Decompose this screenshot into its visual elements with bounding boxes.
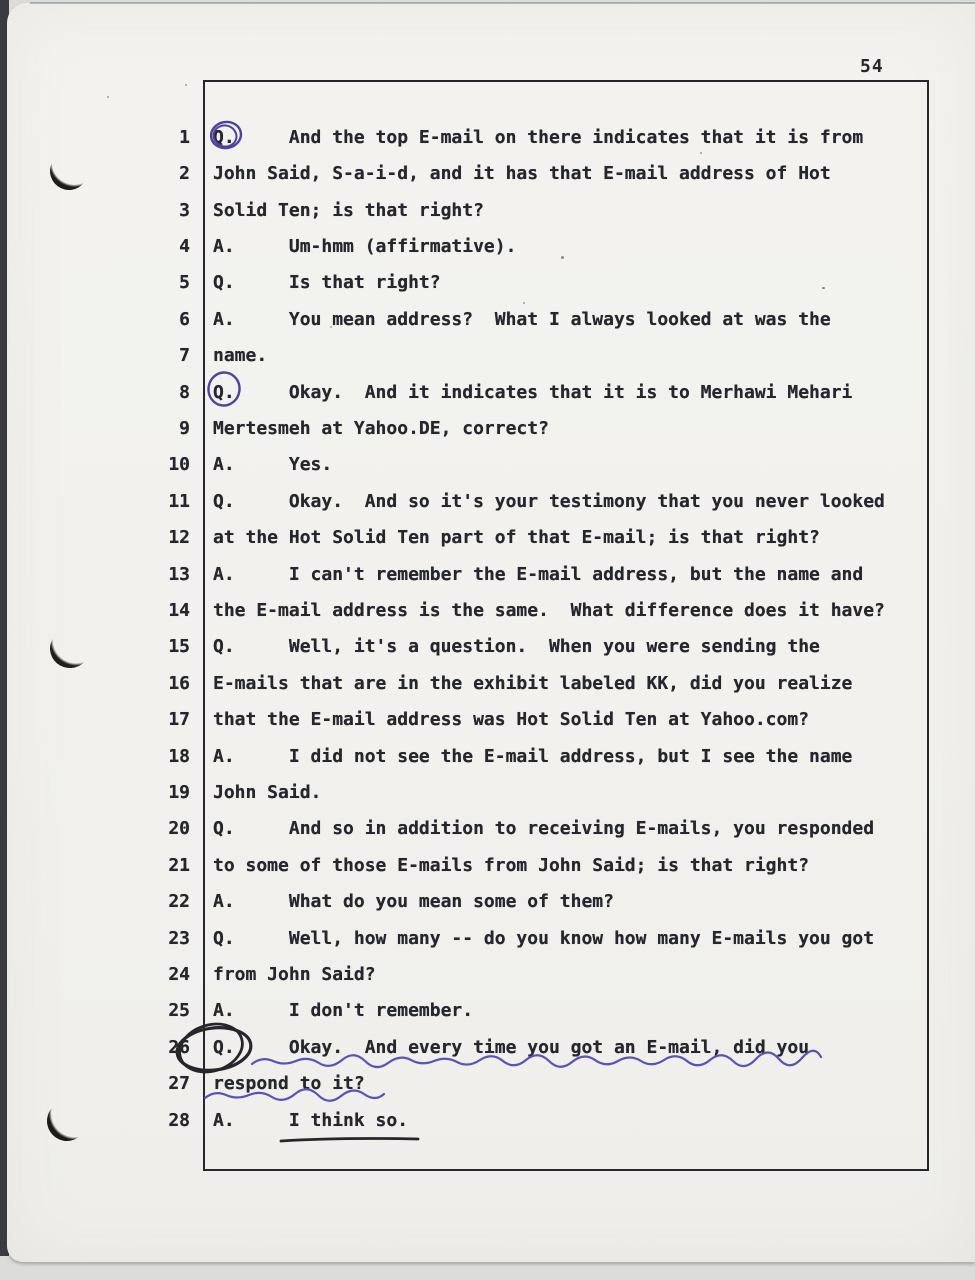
line-text: from John Said? <box>213 964 376 986</box>
line-text: Q. Is that right? <box>213 272 441 294</box>
transcript-line <box>0 556 975 592</box>
transcript-line <box>0 592 975 628</box>
line-text: A. I think so. <box>213 1109 409 1131</box>
line-number: 18 <box>168 745 190 767</box>
dust-speck <box>185 84 187 86</box>
line-text: Q. Well, it's a question. When you were sending the <box>213 636 820 658</box>
transcript-line <box>0 993 975 1029</box>
transcript-line <box>0 920 975 956</box>
transcript-line <box>0 337 975 373</box>
line-text: A. You mean address? What I always looked at was the <box>213 308 831 330</box>
transcript-line <box>0 665 975 701</box>
transcript-line <box>0 1066 975 1102</box>
line-text: that the E-mail address was Hot Solid Ten at Yahoo.com? <box>213 709 810 731</box>
line-number: 4 <box>179 235 190 257</box>
line-text: A. I don't remember. <box>213 1000 474 1022</box>
line-number: 25 <box>168 1000 190 1022</box>
line-text: Mertesmeh at Yahoo.DE, correct? <box>213 417 549 439</box>
line-number: 13 <box>168 563 190 585</box>
line-number: 3 <box>179 199 190 221</box>
line-text: John Said, S-a-i-d, and it has that E-mail address of Hot <box>213 163 831 185</box>
transcript-line <box>0 629 975 665</box>
line-number: 14 <box>168 599 190 621</box>
line-text: Q. Okay. And every time you got an E-mail, did you <box>213 1036 810 1058</box>
line-number: 16 <box>168 672 190 694</box>
transcript-line <box>0 1102 975 1138</box>
transcript-line <box>0 1029 975 1065</box>
paper-top-edge <box>30 2 975 4</box>
dust-speck <box>107 96 109 98</box>
transcript-line <box>0 774 975 810</box>
line-text: name. <box>213 345 268 367</box>
line-text: A. What do you mean some of them? <box>213 891 614 913</box>
page-number: 54 <box>860 56 884 77</box>
line-number: 19 <box>168 782 190 804</box>
line-number: 10 <box>168 454 190 476</box>
transcript-line <box>0 192 975 228</box>
line-number: 9 <box>179 417 190 439</box>
transcript-line <box>0 228 975 264</box>
line-text: E-mails that are in the exhibit labeled KK, did you realize <box>213 672 853 694</box>
line-text: at the Hot Solid Ten part of that E-mail; is that right? <box>213 527 820 549</box>
transcript-line <box>0 265 975 301</box>
line-number: 8 <box>179 381 190 403</box>
transcript-line <box>0 410 975 446</box>
transcript-line <box>0 483 975 519</box>
line-number: 15 <box>168 636 190 658</box>
line-text: Q. Okay. And so it's your testimony that you never looked <box>213 490 885 512</box>
line-text: A. Yes. <box>213 454 333 476</box>
line-number: 21 <box>168 854 190 876</box>
line-number: 12 <box>168 527 190 549</box>
transcript-line <box>0 155 975 191</box>
line-number: 17 <box>168 709 190 731</box>
line-text: Q. Well, how many -- do you know how many E-mails you got <box>213 927 875 949</box>
line-number: 11 <box>168 490 190 512</box>
transcript-line <box>0 119 975 155</box>
transcript-line <box>0 702 975 738</box>
transcript-line <box>0 738 975 774</box>
line-number: 22 <box>168 891 190 913</box>
line-number: 5 <box>179 272 190 294</box>
line-number: 7 <box>179 345 190 367</box>
line-number: 6 <box>179 308 190 330</box>
line-text: Q. And so in addition to receiving E-mails, you responded <box>213 818 875 840</box>
transcript-line <box>0 447 975 483</box>
line-number: 2 <box>179 163 190 185</box>
transcript-line <box>0 811 975 847</box>
line-number: 24 <box>168 964 190 986</box>
line-text: Q. Okay. And it indicates that it is to Merhawi Mehari <box>213 381 853 403</box>
line-text: A. Um-hmm (affirmative). <box>213 235 517 257</box>
line-text: A. I did not see the E-mail address, but I see the name <box>213 745 853 767</box>
transcript-line <box>0 847 975 883</box>
transcript-line <box>0 519 975 555</box>
line-text: the E-mail address is the same. What difference does it have? <box>213 599 885 621</box>
transcript-line <box>0 301 975 337</box>
line-text: to some of those E-mails from John Said; is that right? <box>213 854 810 876</box>
line-number: 23 <box>168 927 190 949</box>
line-text: respond to it? <box>213 1073 365 1095</box>
line-text: Q. And the top E-mail on there indicates that it is from <box>213 126 864 148</box>
line-number: 27 <box>168 1073 190 1095</box>
line-number: 26 <box>168 1036 190 1058</box>
transcript-line <box>0 956 975 992</box>
transcript-line <box>0 884 975 920</box>
transcript-lines <box>0 119 975 1138</box>
line-number: 20 <box>168 818 190 840</box>
line-number: 1 <box>179 126 190 148</box>
line-text: John Said. <box>213 782 322 804</box>
line-text: Solid Ten; is that right? <box>213 199 484 221</box>
transcript-line <box>0 374 975 410</box>
line-number: 28 <box>168 1109 190 1131</box>
line-text: A. I can't remember the E-mail address, but the name and <box>213 563 864 585</box>
